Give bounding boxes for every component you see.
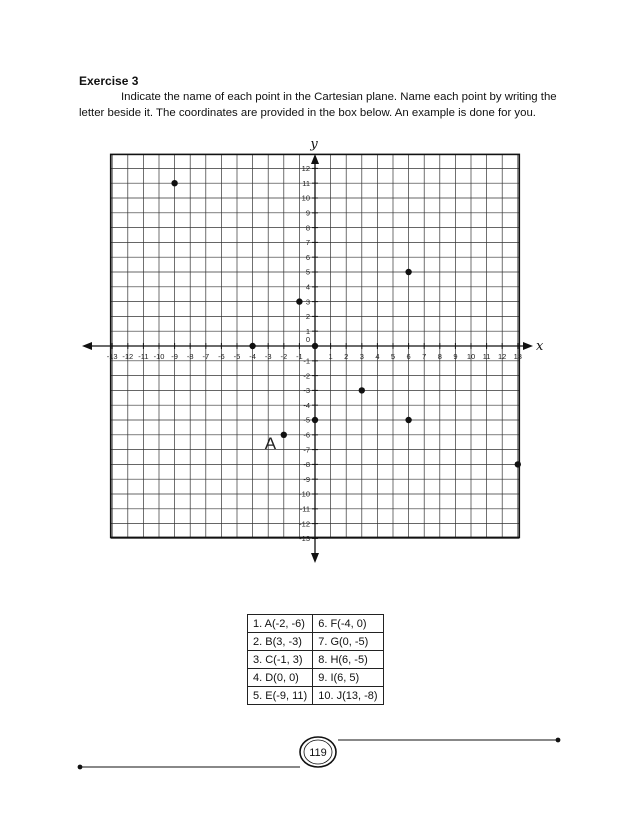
x-axis-arrow-right bbox=[523, 342, 533, 350]
x-tick-label: 9 bbox=[453, 352, 458, 361]
plotted-point bbox=[312, 343, 318, 349]
x-tick-label: -1 bbox=[296, 352, 303, 361]
y-tick-label: -10 bbox=[299, 489, 310, 499]
table-row bbox=[248, 651, 384, 669]
table-cell: 7. G(0, -5) bbox=[313, 633, 383, 651]
x-tick-label: -3 bbox=[264, 352, 272, 361]
x-tick-label: 4 bbox=[375, 352, 380, 361]
x-tick-label: -9 bbox=[171, 352, 178, 361]
y-tick-label: 8 bbox=[305, 223, 310, 233]
origin-label: 0 bbox=[305, 335, 310, 344]
y-tick-label: -7 bbox=[303, 445, 310, 455]
y-tick-label: 9 bbox=[305, 208, 310, 218]
y-axis-label: y bbox=[310, 137, 318, 152]
plotted-point bbox=[281, 432, 287, 438]
y-tick-label: 5 bbox=[305, 267, 310, 277]
plotted-point bbox=[296, 298, 302, 304]
y-tick-label: -8 bbox=[303, 460, 310, 470]
x-tick-label: -2 bbox=[280, 352, 288, 361]
y-tick-label: -2 bbox=[303, 371, 310, 381]
x-tick-label: 7 bbox=[422, 352, 427, 361]
table-cell: 10. J(13, -8) bbox=[313, 687, 383, 705]
y-tick-label: 1 bbox=[305, 326, 310, 336]
y-tick-label: 11 bbox=[302, 178, 310, 188]
exercise-instructions: Indicate the name of each point in the Cartesian plane. Name each point by writing the letter beside it. The coordinates are provided in the box below. An example is done for you. bbox=[79, 91, 557, 119]
x-tick-label: 8 bbox=[437, 352, 442, 361]
page-number-ring-inner bbox=[304, 740, 332, 764]
y-tick-label: 2 bbox=[305, 312, 310, 322]
plotted-point bbox=[171, 180, 177, 186]
exercise-title: Exercise 3 bbox=[79, 74, 139, 88]
table-cell: 6. F(-4, 0) bbox=[313, 615, 383, 633]
y-tick-label: 10 bbox=[301, 193, 310, 203]
y-tick-label: 12 bbox=[301, 164, 310, 174]
y-axis-arrow-down bbox=[311, 553, 319, 563]
x-tick-label: 10 bbox=[466, 352, 476, 361]
table-row bbox=[248, 687, 384, 705]
footer-dot-left bbox=[78, 765, 83, 770]
x-tick-label: -12 bbox=[122, 352, 134, 361]
y-tick-label: 6 bbox=[305, 252, 310, 262]
y-tick-label: -9 bbox=[303, 474, 310, 484]
table-cell: 2. B(3, -3) bbox=[248, 633, 313, 651]
table-cell: 8. H(6, -5) bbox=[313, 651, 383, 669]
x-tick-label: -7 bbox=[202, 352, 210, 361]
x-axis-arrow-left bbox=[82, 342, 92, 350]
table-row bbox=[248, 615, 384, 633]
y-tick-label: -6 bbox=[303, 430, 310, 440]
x-tick-label: -4 bbox=[249, 352, 256, 361]
y-tick-label: 3 bbox=[305, 297, 310, 307]
plotted-point bbox=[515, 461, 521, 467]
x-axis-label: x bbox=[536, 339, 544, 354]
x-tick-label: -11 bbox=[138, 352, 149, 361]
y-tick-label: -13 bbox=[299, 534, 310, 544]
x-tick-label: 2 bbox=[344, 352, 349, 361]
x-tick-label: 3 bbox=[359, 352, 364, 361]
y-axis-arrow-up bbox=[311, 154, 319, 164]
table-row bbox=[248, 633, 384, 651]
x-tick-label: -6 bbox=[218, 352, 225, 361]
y-tick-label: -5 bbox=[303, 415, 310, 425]
plotted-point bbox=[359, 387, 365, 393]
x-tick-label: -5 bbox=[233, 352, 241, 361]
table-cell: 5. E(-9, 11) bbox=[248, 687, 313, 705]
plotted-point bbox=[249, 343, 255, 349]
table-cell: 9. I(6, 5) bbox=[313, 669, 383, 687]
x-tick-label: 13 bbox=[513, 352, 522, 361]
y-tick-label: -12 bbox=[299, 519, 310, 529]
footer-dot-right bbox=[556, 738, 561, 743]
table-cell: 3. C(-1, 3) bbox=[248, 651, 313, 669]
y-tick-label: 7 bbox=[305, 238, 310, 248]
x-tick-label: 5 bbox=[390, 352, 396, 361]
x-tick-label: -13 bbox=[106, 352, 118, 361]
x-tick-label: 11 bbox=[482, 352, 491, 361]
y-tick-label: -4 bbox=[303, 400, 310, 410]
page-number-ring-outer bbox=[300, 737, 336, 767]
plotted-point bbox=[405, 269, 411, 275]
plotted-point bbox=[405, 417, 411, 423]
plotted-point bbox=[312, 417, 318, 423]
table-row bbox=[248, 669, 384, 687]
y-tick-label: 4 bbox=[305, 282, 310, 292]
point-label-a: A bbox=[264, 433, 277, 453]
table-cell: 1. A(-2, -6) bbox=[248, 615, 313, 633]
y-tick-label: -1 bbox=[303, 356, 310, 366]
y-tick-label: -11 bbox=[299, 504, 310, 514]
coordinates-table bbox=[247, 614, 384, 705]
page-number: 119 bbox=[309, 747, 327, 759]
x-tick-label: -10 bbox=[153, 352, 165, 361]
x-tick-label: 6 bbox=[406, 352, 411, 361]
y-tick-label: -3 bbox=[303, 386, 310, 396]
table-cell: 4. D(0, 0) bbox=[248, 669, 313, 687]
x-tick-label: 1 bbox=[328, 352, 333, 361]
x-tick-label: -8 bbox=[186, 352, 194, 361]
x-tick-label: 12 bbox=[498, 352, 507, 361]
